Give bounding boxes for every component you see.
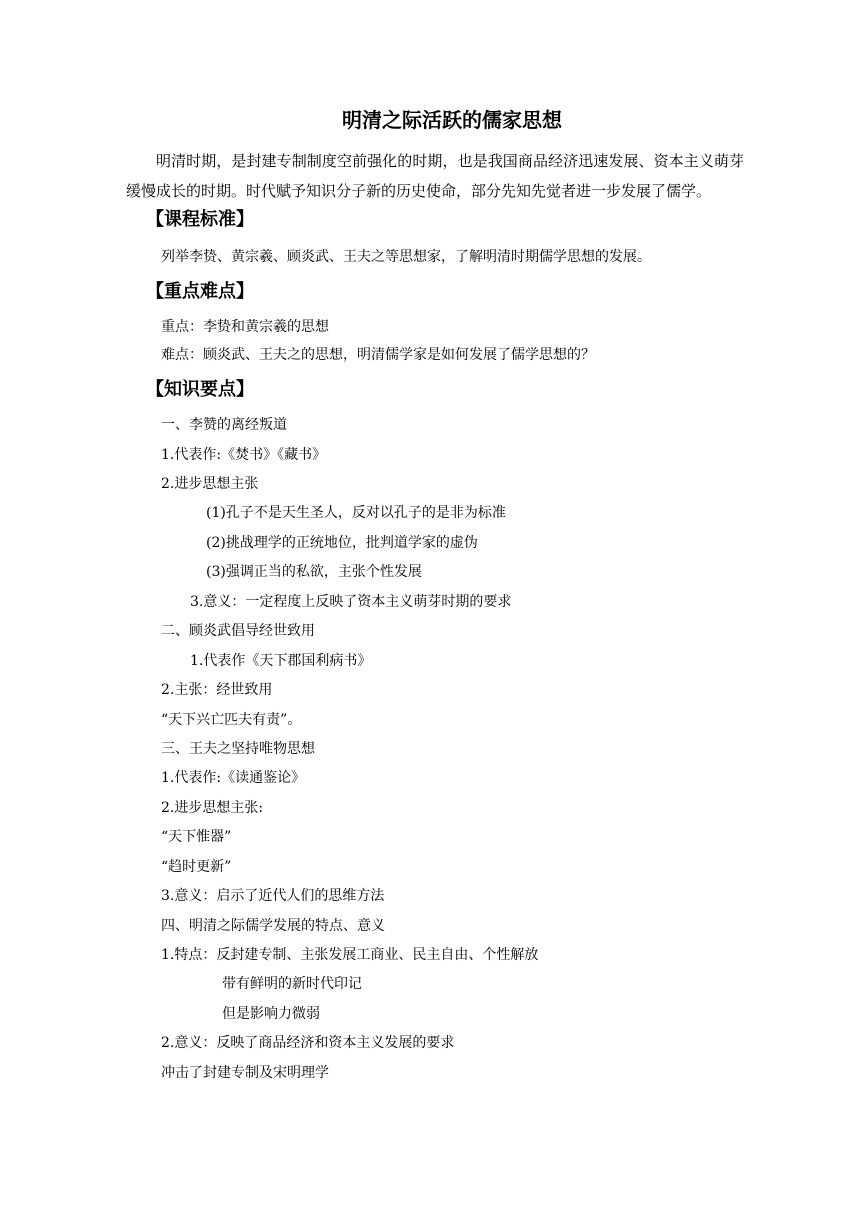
heading-knowledge-points: 【知识要点】	[146, 379, 254, 400]
list-item: 2.进步思想主张	[161, 476, 259, 492]
list-item: 3.意义：启示了近代人们的思维方法	[161, 888, 385, 904]
list-item: 带有鲜明的新时代印记	[222, 976, 362, 992]
list-item: 1.代表作:《焚书》《藏书》	[161, 447, 327, 463]
list-item: (1)孔子不是天生圣人，反对以孔子的是非为标准	[206, 505, 506, 521]
list-item: 3.意义：一定程度上反映了资本主义萌芽时期的要求	[190, 594, 512, 610]
document-title: 明清之际活跃的儒家思想	[342, 108, 562, 132]
list-item: 2.意义：反映了商品经济和资本主义发展的要求	[161, 1035, 455, 1051]
section-1-heading: 一、李赞的离经叛道	[161, 417, 287, 433]
list-item: 1.代表作《天下郡国利病书》	[190, 653, 372, 669]
key-point-difficulty: 难点：顾炎武、王夫之的思想，明清儒学家是如何发展了儒学思想的？	[161, 347, 595, 363]
heading-course-standard: 【课程标准】	[146, 209, 254, 230]
list-item: 1.特点：反封建专制、主张发展工商业、民主自由、个性解放	[161, 947, 539, 963]
list-item: 2.进步思想主张:	[161, 800, 264, 816]
list-item: “天下兴亡匹夫有责”。	[161, 712, 302, 728]
list-item: “天下惟器”	[161, 829, 232, 845]
list-item: 冲击了封建专制及宋明理学	[161, 1065, 329, 1081]
list-item: 2.主张：经世致用	[161, 682, 273, 698]
intro-paragraph: 明清时期，是封建专制制度空前强化的时期，也是我国商品经济迅速发展、资本主义萌芽缓慢成长的时期。时代赋予知识分子新的历史使命，部分先知先觉者进一步发展了儒学。	[126, 152, 744, 200]
list-item: “趋时更新”	[161, 859, 232, 875]
list-item: 但是影响力微弱	[222, 1006, 320, 1022]
section-4-heading: 四、明清之际儒学发展的特点、意义	[161, 918, 385, 934]
heading-key-points: 【重点难点】	[146, 281, 254, 302]
list-item: (3)强调正当的私欲，主张个性发展	[206, 564, 422, 580]
list-item: (2)挑战理学的正统地位，批判道学家的虚伪	[206, 535, 478, 551]
section-2-heading: 二、顾炎武倡导经世致用	[161, 623, 315, 639]
section-3-heading: 三、王夫之坚持唯物思想	[161, 741, 315, 757]
key-point-focus: 重点：李贽和黄宗羲的思想	[161, 319, 329, 335]
list-item: 1.代表作:《读通鉴论》	[161, 770, 306, 786]
course-standard-text: 列举李贽、黄宗羲、顾炎武、王夫之等思想家，了解明清时期儒学思想的发展。	[161, 249, 651, 265]
